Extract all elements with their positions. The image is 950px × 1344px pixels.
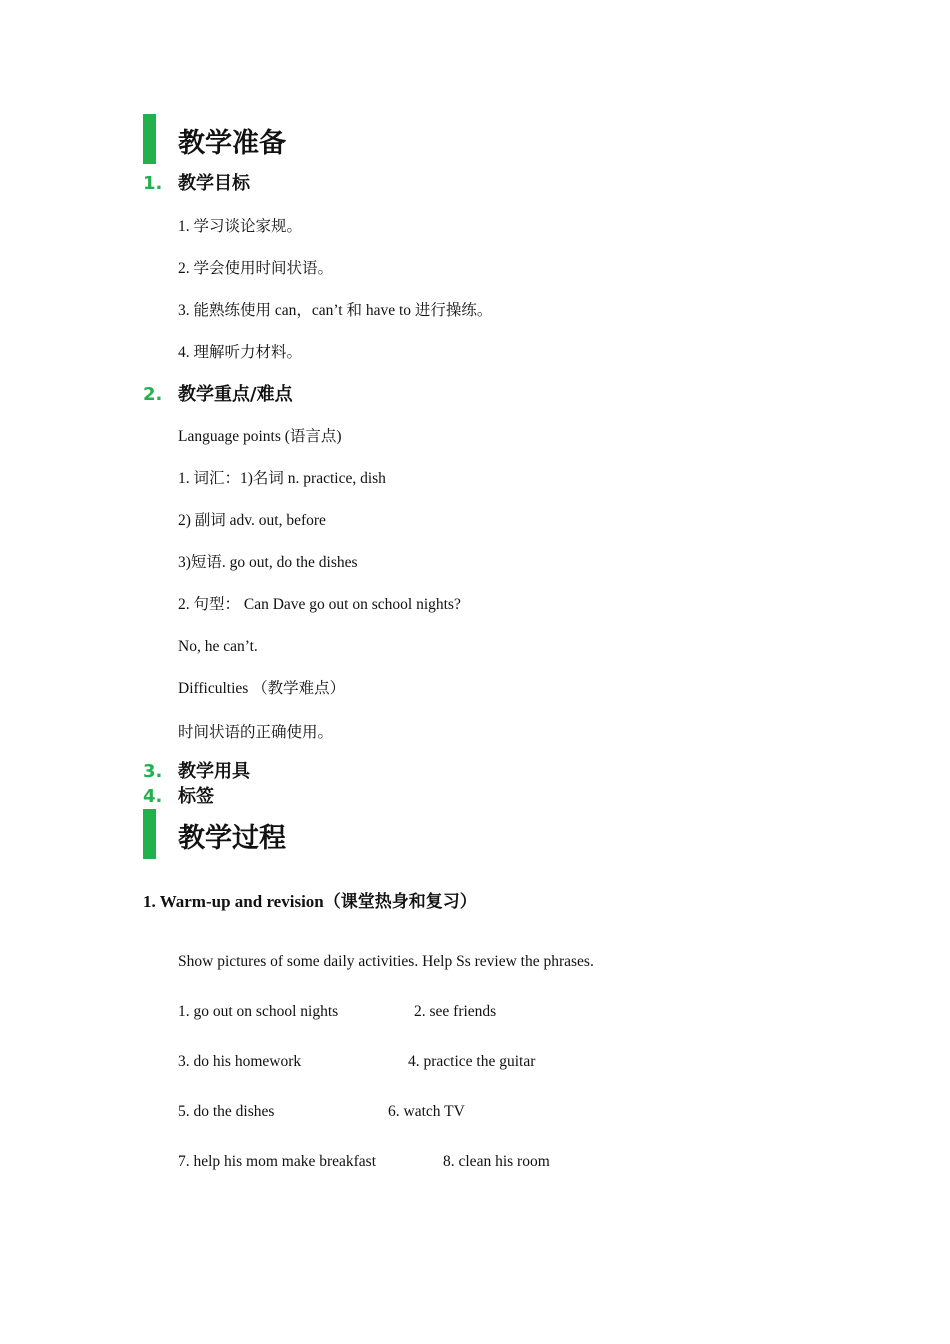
subsection-title-objectives: 教学目标 (178, 173, 250, 194)
warmup-heading: 1. Warm-up and revision（课堂热身和复习） (143, 892, 477, 911)
phrase-item: 8. clean his room (443, 1153, 550, 1170)
section-title-preparation: 教学准备 (178, 128, 286, 159)
key-point-line: No, he can’t. (178, 638, 258, 655)
phrase-item: 3. do his homework (178, 1053, 302, 1070)
objective-item: 3. 能熟练使用 can，can’t 和 have to 进行操练。 (178, 302, 493, 319)
key-point-line: 1. 词汇：1)名词 n. practice, dish (178, 470, 386, 487)
key-point-line: 2) 副词 adv. out, before (178, 512, 326, 529)
objective-item: 2. 学会使用时间状语。 (178, 260, 334, 277)
phrase-item: 4. practice the guitar (408, 1053, 536, 1070)
phrase-item: 5. do the dishes (178, 1103, 275, 1120)
objective-item: 4. 理解听力材料。 (178, 344, 303, 361)
key-point-line: 时间状语的正确使用。 (178, 724, 334, 741)
phrase-item: 1. go out on school nights (178, 1003, 339, 1020)
item-number: 2. (143, 384, 163, 405)
key-point-line: Difficulties （教学难点） (178, 680, 346, 697)
key-point-line: 2. 句型： Can Dave go out on school nights? (178, 596, 461, 613)
phrase-item: 7. help his mom make breakfast (178, 1153, 377, 1170)
section-title-process: 教学过程 (178, 823, 286, 854)
item-number: 1. (143, 173, 163, 194)
key-point-line: 3)短语. go out, do the dishes (178, 554, 358, 571)
key-point-line: Language points (语言点) (178, 428, 342, 445)
item-number: 4. (143, 786, 163, 807)
phrase-item: 6. watch TV (388, 1103, 465, 1120)
objective-item: 1. 学习谈论家规。 (178, 218, 303, 235)
subsection-title-tags: 标签 (178, 786, 214, 807)
phrase-item: 2. see friends (414, 1003, 497, 1020)
section-accent-bar (143, 809, 156, 859)
warmup-intro: Show pictures of some daily activities. Help Ss review the phrases. (178, 953, 594, 970)
subsection-title-key-points: 教学重点/难点 (178, 384, 293, 405)
section-accent-bar (143, 114, 156, 164)
subsection-title-tools: 教学用具 (178, 761, 250, 782)
item-number: 3. (143, 761, 163, 782)
